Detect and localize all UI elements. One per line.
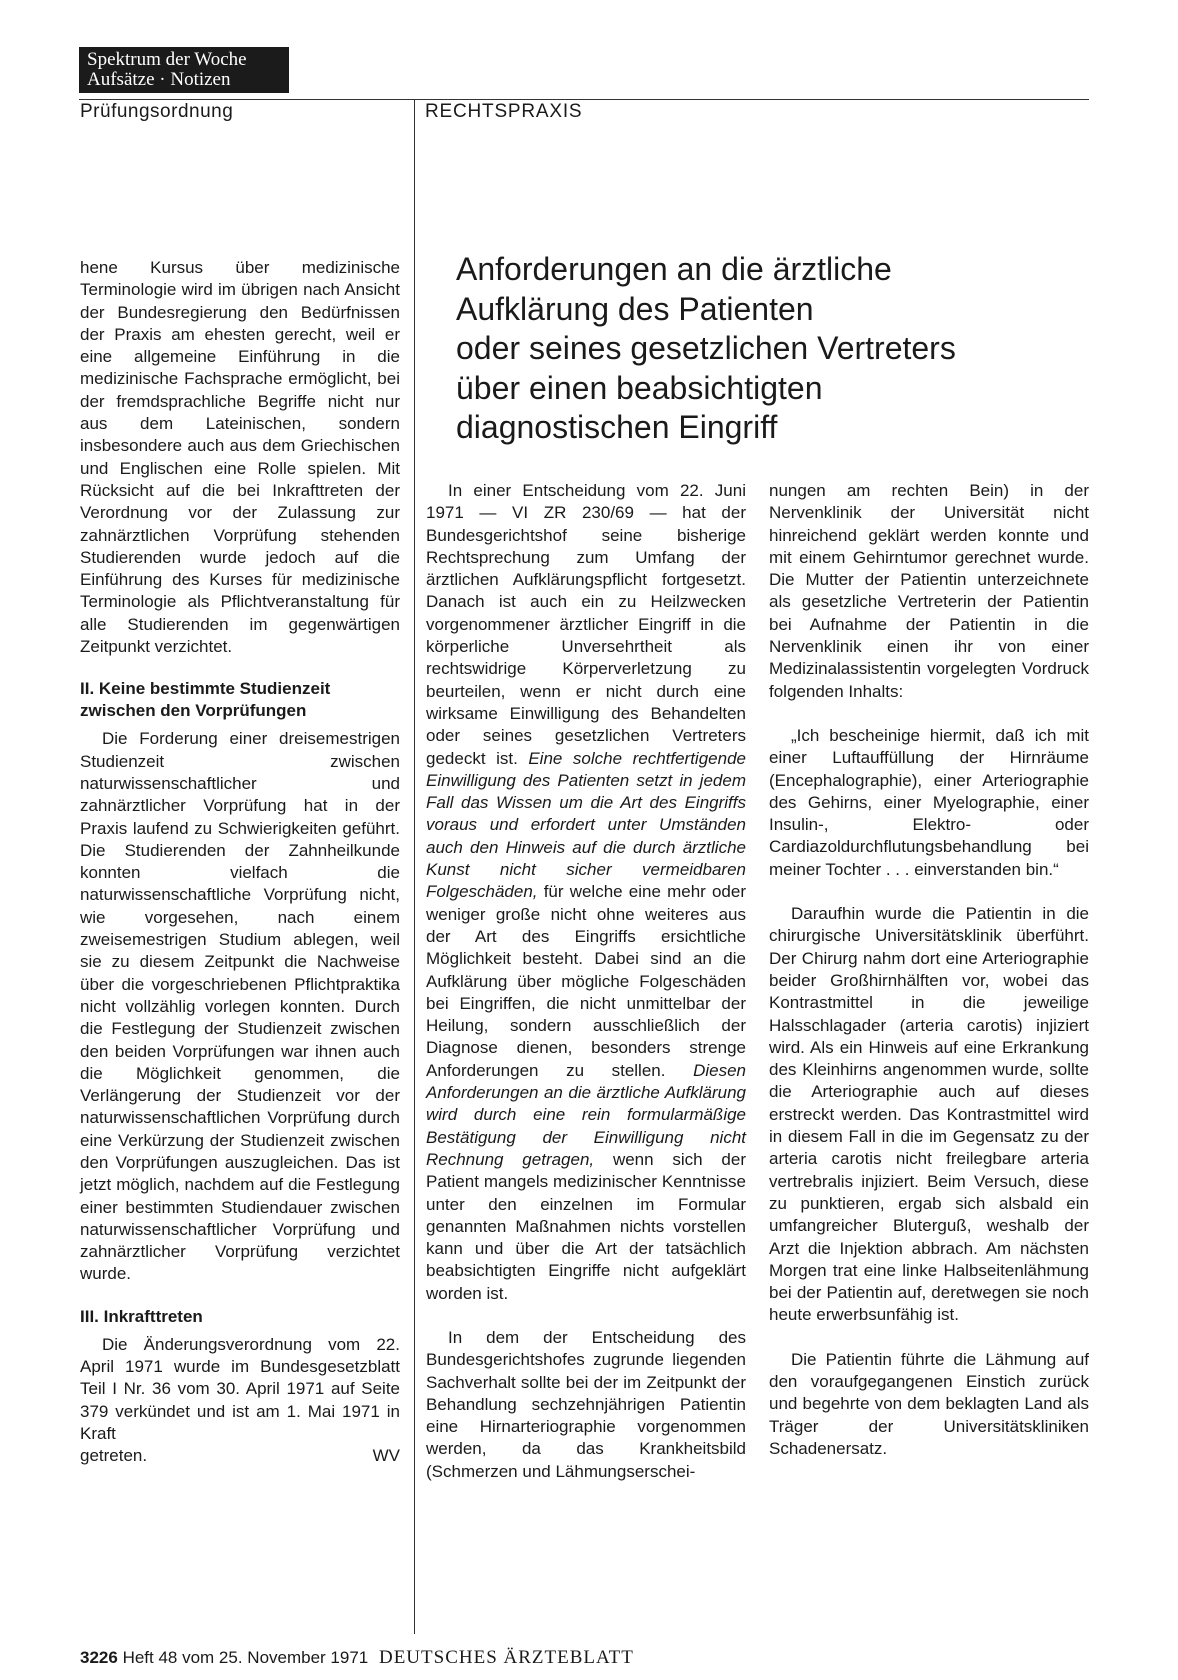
page-number: 3226 bbox=[80, 1648, 118, 1667]
right-quote: „Ich bescheinige hiermit, daß ich mit einer Luftauffüllung der Hirnräume (Encephalographie), einer Arteriographie des Gehirns, einer Myelographie, einer Insulin-, Elektro- oder Cardiazoldurchflutungsbehandlung bei meiner Tochter . . . einverstanden bin.“ bbox=[769, 725, 1089, 879]
section-label-right: RECHTSPRAXIS bbox=[425, 101, 583, 122]
middle-para-1-italic-1: Eine solche rechtfertigende Einwilligung des Patienten setzt in jedem Fall das Wissen um die Art des Eingriffs voraus und erfordert unter Umständen auch den Hinweis auf die durch ärztliche Kunst nicht sicher vermeidbaren Folgeschäden, bbox=[426, 748, 746, 902]
header-line-2: Aufsätze · Notizen bbox=[87, 69, 231, 90]
middle-column bbox=[426, 480, 746, 1483]
left-para-3: Die Änderungsverordnung vom 22. April 1971 wurde im Bundesgesetzblatt Teil I Nr. 36 vom 30. April 1971 auf Seite 379 verkündet und ist am 1. Mai 1971 in Kraft bbox=[80, 1334, 400, 1443]
right-column bbox=[769, 480, 1089, 1460]
page-footer bbox=[80, 1647, 634, 1669]
title-line-4: über einen beabsichtigten bbox=[456, 369, 823, 406]
left-column bbox=[80, 257, 400, 1468]
title-line-5: diagnostischen Eingriff bbox=[456, 409, 778, 445]
author-signature: WV bbox=[372, 1446, 400, 1466]
heading-section-2: II. Keine bestimmte Studienzeit zwischen den Vorprüfungen bbox=[80, 679, 331, 721]
journal-name: DEUTSCHES ÄRZTEBLATT bbox=[378, 1647, 634, 1668]
left-para-3-last-word: getreten. bbox=[80, 1446, 148, 1466]
column-divider bbox=[414, 99, 415, 1634]
article-title bbox=[456, 250, 1096, 448]
middle-para-1-b: für welche eine mehr oder weniger große nicht ohne weiteres aus der Art des Eingriffs ersichtliche Möglichkeit besteht. Dabei sind an die Aufklärung über mögliche Folgeschäden bei Eingriffen, die nicht unmittelbar der Heilung, sondern ausschließlich der Diagnose dienen, besonders strenge Anforderungen zu stellen. bbox=[426, 882, 746, 1080]
middle-para-1-a: In einer Entscheidung vom 22. Juni 1971 — VI ZR 230/69 — hat der Bundesgerichtshof seine bisherige Rechtsprechung zum Umfang der ärztlichen Aufklärungspflicht fortgesetzt. Danach ist auch ein zu Heilzwecken vorgenommener ärztlicher Eingriff in die körperliche Unversehrtheit als rechtswidrige Körperverletzung zu beurteilen, wenn er nicht durch eine wirksame Einwilligung des Behandelten oder seines gesetzlichen Vertreters gedeckt ist. bbox=[426, 481, 746, 768]
section-label-left: Prüfungsordnung bbox=[80, 101, 234, 122]
middle-para-1-c: wenn sich der Patient mangels medizinischer Kenntnisse unter den einzelnen im Formular genannten Maßnahmen nichts vorstellen kann und über die Art der tatsächlich beabsichtigten Eingriffe nicht aufgeklärt worden ist. bbox=[426, 1149, 746, 1303]
left-para-3-end bbox=[80, 1445, 400, 1467]
title-line-1: Anforderungen an die ärztliche bbox=[456, 251, 892, 287]
title-line-3: oder seines gesetzlichen Vertreters bbox=[456, 330, 956, 366]
right-para-2: Daraufhin wurde die Patientin in die chirurgische Universitätsklinik überführt. Der Chirurg nahm dort eine Arteriographie beider Großhirnhälften vor, wobei das Kontrastmittel in die jeweilige Halsschlagader (arteria carotis) injiziert wird. Als ein Hinweis auf eine Erkrankung des Kleinhirns angenommen wurde, sollte die Arteriographie auch auf dieses erstreckt werden. Das Kontrastmittel wird in diesem Fall in die im Gegensatz zu der arteria carotis nicht freilegbare arteria vertrebralis injiziert. Beim Versuch, diese zu punktieren, ergab sich alsbald ein umfangreicher Bluterguß, weshalb der Arzt die Injektion abbrach. Am nächsten Morgen trat eine linke Halbseitenlähmung bei der Patientin auf, deretwegen sie noch heute erwerbsunfähig ist. bbox=[769, 904, 1089, 1325]
left-para-2: Die Forderung einer dreisemestrigen Studienzeit zwischen naturwissenschaftlicher und zahnärztlicher Vorprüfung hat in der Praxis laufend zu Schwierigkeiten geführt. Die Studierenden der Zahnheilkunde konnten vielfach die naturwissenschaftliche Vorprüfung nicht, wie vorgesehen, nach einem zweisemestrigen Studium ablegen, weil sie zu diesem Zeitpunkt die Nachweise über die vorgeschriebenen Pflichtpraktika nicht vollzählig vorlegen konnten. Durch die Festlegung der Studienzeit zwischen den beiden Vorprüfungen war ihnen auch die Möglichkeit genommen, die Verlängerung der Studienzeit vor der naturwissenschaftlichen Vorprüfung durch eine Verkürzung der Studienzeit zwischen den Vorprüfungen auszugleichen. Das ist jetzt möglich, nachdem auf die Festlegung einer bestimmten Studiendauer zwischen naturwissenschaftlicher Vorprüfung und zahnärztlicher Vorprüfung verzichtet wurde. bbox=[80, 729, 400, 1284]
section-header-box bbox=[79, 47, 289, 93]
top-rule bbox=[79, 99, 1089, 100]
issue-info: Heft 48 vom 25. November 1971 bbox=[122, 1648, 369, 1667]
title-line-2: Aufklärung des Patienten bbox=[456, 290, 814, 327]
right-para-1: nungen am rechten Bein) in der Nervenklinik der Universität nicht hinreichend geklärt werden konnte und mit einem Gehirntumor gerechnet wurde. Die Mutter der Patientin unterzeichnete als gesetzliche Vertreterin der Patientin bei Aufnahme der Patientin in die Nervenklinik einen ihr von einer Medizinalassistentin vorgelegten Vordruck folgenden Inhalts: bbox=[769, 481, 1089, 701]
right-para-3: Die Patientin führte die Lähmung auf den voraufgegangenen Einstich zurück und begehrte von dem beklagten Land als Träger der Universitätskliniken Schadenersatz. bbox=[769, 1349, 1089, 1458]
middle-para-1-italic-2: Diesen Anforderungen an die ärztliche Aufklärung wird durch eine rein formularmäßige Bestätigung der Einwilligung nicht Rechnung getragen, bbox=[426, 1060, 746, 1169]
heading-section-3: III. Inkrafttreten bbox=[80, 1306, 203, 1326]
header-line-1: Spektrum der Woche bbox=[87, 49, 247, 70]
middle-para-2: In dem der Entscheidung des Bundesgerichtshofes zugrunde liegenden Sachverhalt sollte bei der im Zeitpunkt der Behandlung sechzehnjährigen Patientin eine Hirnarteriographie vorgenommen werden, da das Krankheitsbild (Schmerzen und Lähmungserschei- bbox=[426, 1327, 746, 1481]
middle-para-1 bbox=[426, 480, 746, 1305]
left-para-1: hene Kursus über medizinische Terminologie wird im übrigen nach Ansicht der Bundesregierung den Bedürfnissen der Praxis am ehesten gerecht, weil er eine allgemeine Einführung in die medizinische Fachsprache ermöglicht, bei der fremdsprachliche Begriffe nicht nur aus dem Lateinischen, sondern insbesondere auch aus dem Griechischen und Englischen eine Rolle spielen. Mit Rücksicht auf die bei Inkrafttreten der Verordnung vor der Zulassung zur zahnärztlichen Vorprüfung stehenden Studierenden wurde jedoch auf die Einführung des Kurses für medizinische Terminologie als Pflichtveranstaltung für alle Studierenden im gegenwärtigen Zeitpunkt verzichtet. bbox=[80, 258, 400, 657]
